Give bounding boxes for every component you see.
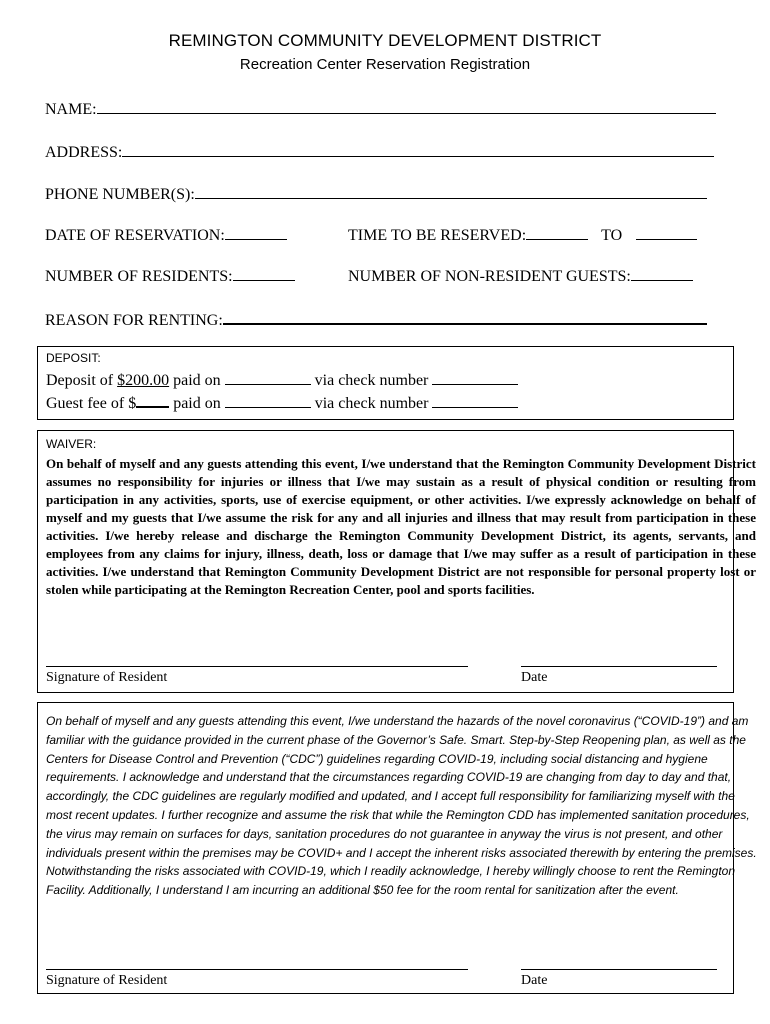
deposit-date-field[interactable] — [225, 369, 311, 385]
deposit-paid-on: paid on — [173, 372, 221, 389]
guest-fee-row — [46, 391, 518, 414]
guests-label: NUMBER OF NON-RESIDENT GUESTS: — [348, 268, 631, 285]
time-to-label: TO — [601, 227, 623, 244]
name-field[interactable] — [97, 98, 716, 114]
covid-waiver-text: On behalf of myself and any guests attending this event, I/we understand the hazards of the novel coronavirus (“COVID-19”) and am familiar with the guidance provided in the current phase of the Governor’s Safe. Smart. Step-by-Step Reopening plan, as well as the Centers for Disease Control and Prevention (“CDC”) guidelines regarding COVID-19, including social distancing and hygiene requirements. I acknowledge and understand that the circumstances regarding COVID-19 are changing from day to day and that, accordingly, the CDC guidelines are regularly modified and updated, and I accept full responsibility for familiarizing myself with the most recent updates. I further recognize and assume the risk that while the Remington CDD has implemented sanitation procedures, the virus may remain on surfaces for days, sanitation procedures do not guarantee in anyway the virus is not present, and other individuals present within the premises may be COVID+ and I accept the inherent risks associated therewith by entering the premises. Notwithstanding the risks associated with COVID-19, which I readily acknowledge, I hereby willingly choose to rent the Remington Facility. Additionally, I understand I am incurring an additional $50 fee for the room rental for sanitization after the event. — [46, 714, 757, 898]
guest-fee-check-field[interactable] — [432, 392, 518, 408]
document-title: REMINGTON COMMUNITY DEVELOPMENT DISTRICT — [168, 31, 602, 50]
waiver-date-line[interactable] — [521, 666, 717, 667]
address-field[interactable] — [122, 141, 714, 157]
guests-row — [348, 265, 693, 287]
guest-fee-via-check: via check number — [314, 395, 429, 412]
covid-box — [37, 702, 757, 994]
residents-row — [45, 265, 295, 287]
residents-field[interactable] — [233, 265, 295, 281]
waiver-date-label: Date — [521, 670, 548, 685]
date-field[interactable] — [225, 224, 287, 240]
waiver-box — [37, 430, 756, 693]
waiver-signature-line[interactable] — [46, 666, 468, 667]
address-row — [45, 141, 714, 163]
deposit-box — [37, 346, 734, 420]
time-row — [348, 224, 697, 246]
covid-date-line[interactable] — [521, 969, 717, 970]
phone-label: PHONE NUMBER(S): — [45, 186, 195, 203]
name-label: NAME: — [45, 101, 97, 118]
guest-fee-amount-field[interactable] — [136, 391, 169, 408]
guests-field[interactable] — [631, 265, 693, 281]
time-label: TIME TO BE RESERVED: — [348, 227, 527, 244]
deposit-amount: $200.00 — [117, 372, 170, 389]
covid-date-label: Date — [521, 973, 548, 988]
reason-row — [45, 308, 707, 331]
deposit-check-field[interactable] — [432, 369, 518, 385]
name-row — [45, 98, 716, 120]
deposit-via-check: via check number — [314, 372, 429, 389]
reason-label: REASON FOR RENTING: — [45, 312, 223, 329]
deposit-prefix: Deposit of — [46, 372, 114, 389]
waiver-heading: WAIVER: — [46, 437, 97, 451]
reason-field[interactable] — [223, 308, 707, 325]
guest-fee-paid-on: paid on — [173, 395, 221, 412]
phone-row — [45, 183, 707, 205]
guest-fee-prefix: Guest fee of $ — [46, 395, 137, 412]
time-start-field[interactable] — [526, 224, 588, 240]
covid-signature-line[interactable] — [46, 969, 468, 970]
document-subtitle: Recreation Center Reservation Registration — [239, 56, 531, 73]
deposit-row — [46, 369, 518, 391]
residents-label: NUMBER OF RESIDENTS: — [45, 268, 233, 285]
address-label: ADDRESS: — [45, 144, 123, 161]
date-label: DATE OF RESERVATION: — [45, 227, 225, 244]
date-row — [45, 224, 287, 246]
deposit-heading: DEPOSIT: — [46, 351, 101, 365]
guest-fee-date-field[interactable] — [225, 392, 311, 408]
waiver-signature-label: Signature of Resident — [46, 670, 168, 685]
time-end-field[interactable] — [636, 224, 697, 240]
waiver-text: On behalf of myself and any guests attending this event, I/we understand that the Remington Community Development District assumes no responsibility for injuries or illness that I/we may sustain as a result of physical condition or resulting from participation in any activities, sports, use of exercise equipment, or other activities. I/we expressly acknowledge on behalf of myself and my guests that I/we assume the risk for any and all injuries and illness that may result from participation in these activities. I/we hereby release and discharge the Remington Community Development District, its agents, servants, and employees from any claims for injury, illness, death, loss or damage that I/we may suffer as a result of participation in these activities. I/we understand that Remington Community Development District are not responsible for personal property lost or stolen while participating at the Remington Recreation Center, pool and sports facilities. — [46, 456, 756, 597]
phone-field[interactable] — [195, 183, 707, 199]
covid-signature-label: Signature of Resident — [46, 973, 168, 988]
